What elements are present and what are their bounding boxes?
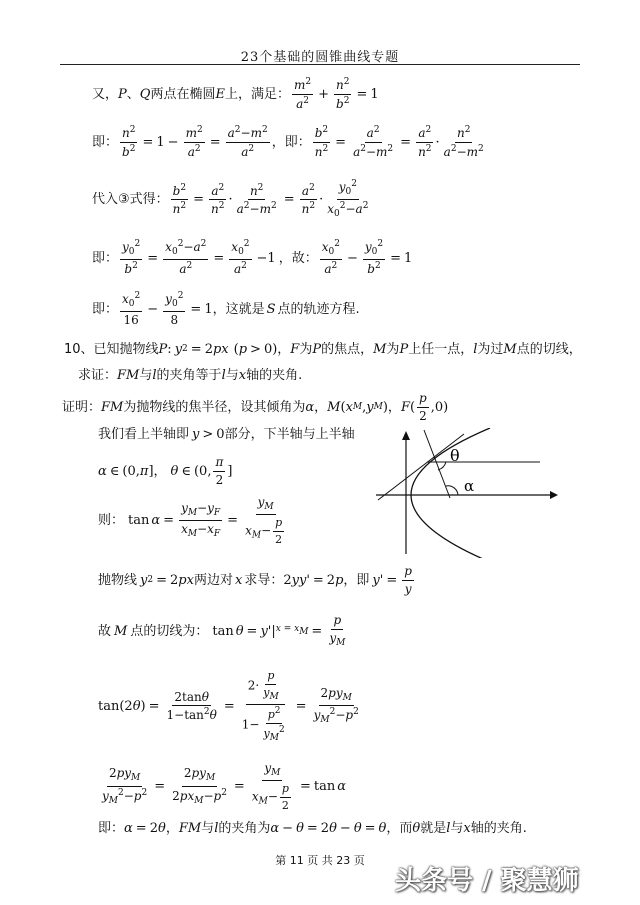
proof-start: 证明： FM 为抛物线的焦半径，设其倾角为 α ， M ( x M , y M ) ， F ( $\frac{p}{2}$ ,0) bbox=[62, 391, 449, 423]
line-trajectory: 即： $\frac{x_0^2}{16}$ − $\frac{y_0^2}{8}$ = 1 ，这就是 S 点的轨迹方程. bbox=[92, 291, 360, 328]
running-header: 23个基础的圆锥曲线专题 bbox=[240, 50, 400, 65]
parabola-tangent-figure bbox=[372, 428, 562, 558]
line-y0-over-b2: 即： $\frac{y_0^2}{b^2}$ = $\frac{x_0^2-a^2}{a^2}$ = $\frac{x_0^2}{a^2}$ −1 ，故： $\frac{x_0^2}{a^2}$ − $\frac{y_0^2}{b^2}$ = 1 bbox=[92, 239, 413, 277]
proof-upper-half: 我们看上半轴即 y > 0 部分，下半轴与上半轴 bbox=[98, 427, 355, 442]
proof-equals-tan-alpha: $\frac{2py_M}{y_M^2-p^2}$ = $\frac{2py_M}{2px_M-p^2}$ = $y_M$ $x_M-$ $\frac{p}{2}$ = tan α bbox=[102, 761, 346, 812]
proof-angle-range: α ∈ (0, π ] ， θ ∈ (0, $\frac{\pi}{2}$ ] bbox=[98, 455, 233, 487]
y-axis-arrow bbox=[402, 431, 410, 440]
header-rule bbox=[60, 64, 580, 65]
line-substitute: 代入③式得： $\frac{b^2}{n^2}$ = $\frac{a^2}{n^2}$ · $\frac{n^2}{a^2-m^2}$ = $\frac{a^2}{n^2}$ · $\frac{y_0^2}{x_0^2-a^2}$ bbox=[92, 179, 369, 220]
alpha-label: α bbox=[464, 477, 475, 495]
line-pq-on-ellipse: 又， P 、 Q 两点在椭圆 E 上，满足： $\frac{m^2}{a^2}$ + $\frac{n^2}{b^2}$ = 1 bbox=[92, 77, 379, 111]
watermark: 头条号 / 聚慧狮 bbox=[395, 866, 579, 896]
page-footer: 第 11 页 共 23 页 bbox=[275, 854, 365, 867]
tangent-line-l bbox=[378, 434, 464, 500]
proof-conclusion: 即： α = 2 θ ， FM 与 l 的夹角为 α − θ = 2 θ − θ = θ ，而 θ 就是 l 与 x 轴的夹角. bbox=[98, 821, 527, 836]
theta-label: θ bbox=[450, 446, 460, 465]
line-n2-over-b2: 即： $\frac{n^2}{b^2}$ = 1 − $\frac{m^2}{a^2}$ = $\frac{a^2-m^2}{a^2}$ ，即： $\frac{b^2}{n^2}$ = $\frac{a^2}{a^2-m^2}$ = $\frac{a^2}{n^2}$ · $\frac{n^2}{a^2-m^2}$ bbox=[92, 125, 484, 159]
problem-10-prove: 求证： FM 与 l 的夹角等于 l 与 x 轴的夹角. bbox=[78, 368, 303, 383]
proof-derivative: 抛物线 y 2 = 2 px 两边对 x 求导： 2 yy ' = 2 p ，即 y ' = $\frac{p}{y}$ bbox=[98, 564, 412, 596]
proof-tangent: 故 M 点的切线为： tan θ = y '| $x = x_M$ = $\frac{p}{y_M}$ bbox=[98, 613, 346, 648]
x-axis-arrow bbox=[550, 491, 558, 499]
proof-tan-alpha: 则： tan α = $\frac{y_M-y_F}{x_M-x_F}$ = $y_M$ $x_M-$ $\frac{p}{2}$ bbox=[98, 495, 283, 546]
problem-10-statement: 10、已知抛物线 P : y 2 = 2 px ( p > 0) ， F 为 P 的焦点， M 为 P 上任一点， l 为过 M 点的切线， bbox=[64, 342, 582, 357]
proof-tan-double: tan(2 θ ) = $\frac{2\tan\theta}{1-\tan^2\theta}$ = 2· $\frac{p}{y_M}$ 1− $\frac{p^2}{y_M^2}$ = $\frac{2py_M}{y_M^2-p^2}$ bbox=[98, 669, 359, 743]
